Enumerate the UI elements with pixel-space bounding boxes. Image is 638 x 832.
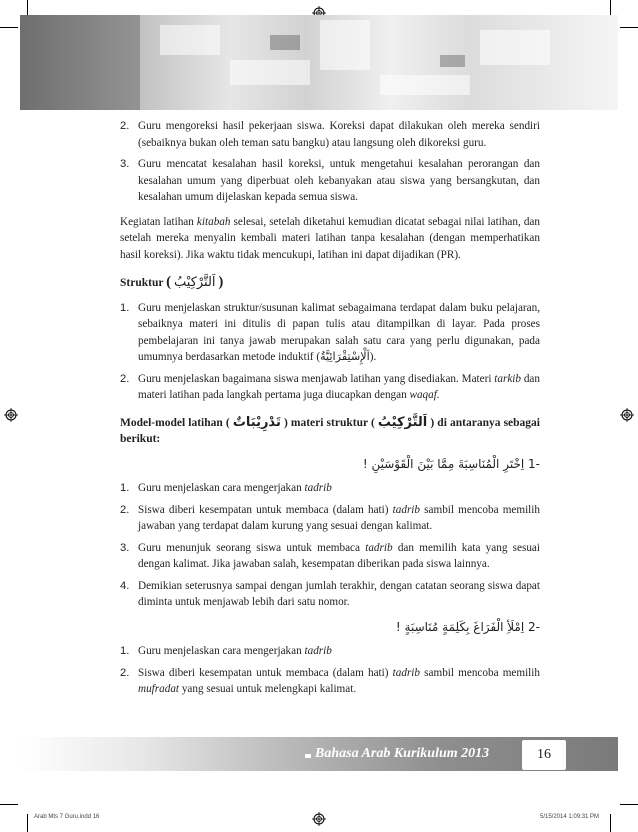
crop-mark	[0, 804, 18, 805]
section-heading: Struktur ( اَلتَّرْكِيْبُ )	[120, 274, 224, 290]
list-number: 2.	[120, 372, 130, 385]
paragraph-text: Kegiatan latihan	[120, 215, 197, 228]
list-item	[120, 502, 540, 535]
list-text: yang sesuai untuk melengkapi kalimat.	[179, 683, 357, 695]
list-text: Siswa diberi kesempatan untuk membaca (dalam hati)	[138, 666, 393, 679]
list-text: Guru mengoreksi hasil pekerjaan siswa. Koreksi dapat dilakukan oleh mereka sendiri (sebaiknya bukan oleh teman satu bangku) atau langsung oleh dikoreksi guru.	[138, 120, 540, 149]
crop-mark	[610, 814, 611, 832]
list-number: 3.	[120, 541, 130, 554]
list-item	[120, 118, 540, 151]
list-number: 4.	[120, 579, 130, 592]
exercise-arabic: -2 اِمْلَأِ الْفَرَاغَ بِكَلِمَةٍ مُنَاسِبَةٍ !	[395, 619, 540, 634]
list-text: dan memilih kata yang sesuai dengan kalimat. Jika jawaban salah, kesempatan diberikan pada siswa lainnya.	[138, 541, 540, 570]
exercise-heading	[120, 619, 540, 636]
list-number: 2.	[120, 666, 130, 679]
book-title: Bahasa Arab Kurikulum 2013	[315, 746, 490, 761]
list-emphasis: tadrib	[304, 482, 332, 494]
list-text: Demikian seterusnya sampai dengan jumlah terakhir, dengan catatan seorang siswa dapat diminta untuk menjawab lebih dari satu nomor.	[138, 579, 540, 608]
list-number: 2.	[120, 120, 130, 132]
list-number: 3.	[120, 158, 130, 170]
crop-mark	[620, 804, 638, 805]
paragraph-text: selesai, setelah diketahui kemudian dicatat sebagai nilai latihan, dan setelah mereka menyalin kembali materi latihan tanpa kesalahan (dengan memperhatikan hasil koreksi). Jika waktu tidak mencukupi, latihan ini dapat dijadikan (PR).	[120, 215, 540, 261]
section-heading	[120, 415, 540, 448]
list-item: 1. Guru menjelaskan struktur/susunan kalimat sebagaimana terdapat dalam buku pelajaran, sebaiknya materi ini ditulis di papan tulis atau ditampilkan di layar. Pada proses pembelajaran ini tanya jawab merupakan salah satu cara yang perlu digunakan, pada umumnya berdasarkan metode induktif (اَلْإِسْتِقْرَائِيَّةُ).	[120, 301, 540, 363]
list-emphasis: tadrib	[304, 645, 332, 657]
list-item	[120, 540, 540, 573]
registration-mark-icon	[312, 812, 326, 826]
list-text: Guru mencatat kesalahan hasil koreksi, untuk mengetahui kesalahan perorangan dan kesalahan umum yang diperbuat oleh kebanyakan atau siswa yang bersangkutan, dan kesalahan umum dijelaskan kepada semua siswa.	[138, 158, 540, 203]
arabic-term: اَلْإِسْتِقْرَائِيَّةُ	[320, 350, 370, 363]
list-number: 1.	[120, 301, 130, 314]
list-text: Guru menjelaskan cara mengerjakan	[138, 645, 305, 657]
heading-label: Struktur	[120, 277, 164, 289]
list-item	[120, 156, 540, 206]
list-item	[120, 578, 540, 611]
list-text: Guru menjelaskan cara mengerjakan	[138, 482, 305, 494]
registration-mark-icon	[620, 408, 634, 422]
exercise-heading	[120, 456, 540, 473]
list-emphasis: mufradat	[138, 683, 180, 695]
heading-arabic: اَلتَّرْكِيْبُ	[377, 414, 428, 430]
list-text: Siswa diberi kesempatan untuk membaca (dalam hati)	[138, 503, 393, 516]
page-content	[120, 118, 540, 698]
heading-label: ) materi struktur (	[283, 416, 375, 429]
list-text: Guru menjelaskan bagaimana siswa menjawab latihan yang disediakan. Materi	[138, 372, 495, 385]
heading-arabic: تَدْرِيْبَاتٌ	[232, 414, 281, 430]
list-text: sambil mencoba memilih jawaban yang terdapat dalam kurung yang sesuai dengan kalimat.	[138, 503, 540, 532]
list-text: Guru menjelaskan struktur/susunan kalimat sebagaimana terdapat dalam buku pelajaran, sebaiknya materi ini ditulis di papan tulis atau ditampilkan di layar. Pada proses pembelajaran ini tanya jawab merupakan salah satu cara yang perlu digunakan, pada umumnya berdasarkan metode induktif	[138, 301, 540, 363]
heading-label: Model-model latihan (	[120, 416, 230, 429]
footer-accent	[305, 754, 311, 758]
list-emphasis: waqaf.	[409, 389, 440, 401]
crop-mark	[0, 27, 18, 28]
paragraph-emphasis: kitabah	[196, 215, 231, 228]
crop-mark	[27, 814, 28, 832]
slug-timestamp: 5/15/2014 1:09:31 PM	[540, 814, 600, 820]
list-emphasis: tadrib	[392, 503, 421, 516]
list-text: Guru menunjuk seorang siswa untuk membaca	[138, 541, 366, 554]
list-item	[120, 643, 540, 660]
paragraph	[120, 214, 540, 264]
list-item	[120, 480, 540, 497]
list-text: dan materi latihan pada langkah pertama juga diucapkan dengan	[138, 372, 540, 401]
exercise-arabic: -1 اِخْتَرِ الْمُنَاسِبَةَ مِمَّا بَيْنَ الْقَوْسَيْنِ !	[362, 456, 540, 471]
list-number: 1.	[120, 645, 130, 657]
list-number: 2.	[120, 503, 130, 516]
list-item	[120, 371, 540, 404]
list-emphasis: tarkib	[494, 372, 522, 385]
list-emphasis: tadrib	[392, 666, 421, 679]
heading-label: ) di antaranya sebagai berikut:	[120, 416, 541, 445]
list-item	[120, 665, 540, 698]
crop-mark	[620, 27, 638, 28]
header-decoration	[20, 15, 618, 110]
slug-filename: Arab Mts 7 Guru.indd 16	[34, 814, 100, 820]
heading-arabic: اَلتَّرْكِيْبُ	[174, 275, 216, 290]
list-emphasis: tadrib	[365, 541, 393, 554]
page-number: 16	[522, 740, 566, 770]
list-text: sambil mencoba memilih	[420, 666, 540, 679]
list-number: 1.	[120, 482, 130, 494]
registration-mark-icon	[4, 408, 18, 422]
